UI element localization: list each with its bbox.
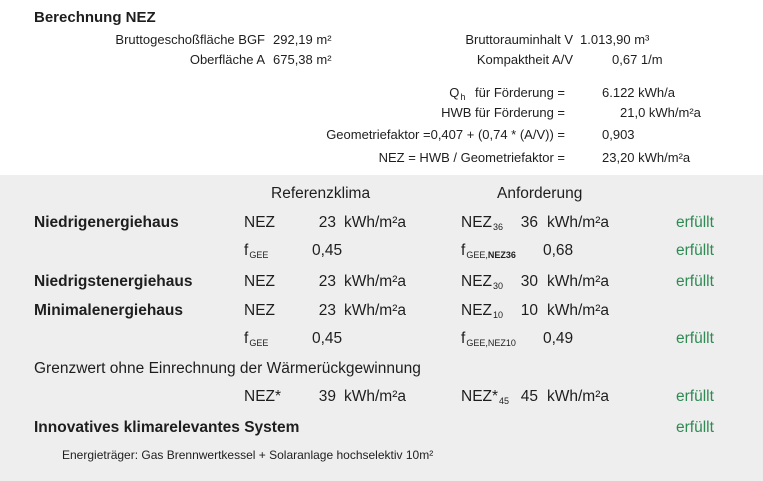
- status-erfuellt: erfüllt: [676, 242, 714, 259]
- header-anforderung: Anforderung: [497, 185, 583, 202]
- nez-star-ref-value: 39: [318, 388, 336, 405]
- volume-label: Bruttorauminhalt V: [465, 32, 573, 47]
- status-erfuellt: erfüllt: [676, 330, 714, 347]
- nez-star-req-label: NEZ*45: [461, 388, 510, 406]
- status-erfuellt: erfüllt: [676, 273, 714, 290]
- fgee-ref-label: fGEE: [244, 330, 269, 348]
- fgee-ref-value: 0,45: [312, 242, 343, 259]
- bgf-label: Bruttogeschoßfläche BGF: [115, 32, 265, 47]
- status-erfuellt: erfüllt: [676, 388, 714, 405]
- fgee-ref-label: fGEE: [244, 242, 269, 260]
- status-erfuellt: erfüllt: [676, 214, 714, 231]
- row-name-niedrigenergiehaus: Niedrigenergiehaus: [34, 214, 179, 231]
- unit-ref: kWh/m²a: [344, 388, 406, 405]
- surface-label: Oberfläche A: [189, 52, 265, 67]
- innovative-system-label: Innovatives klimarelevantes System: [34, 419, 300, 436]
- nez-req-value: 36: [520, 214, 538, 231]
- fgee-req-value: 0,49: [543, 330, 574, 347]
- header-referenzklima: Referenzklima: [271, 185, 371, 202]
- q-label-row: [449, 85, 565, 102]
- nez-ref-label: NEZ: [244, 214, 275, 231]
- hwb-label: HWB für Förderung =: [441, 105, 565, 120]
- unit-ref: kWh/m²a: [344, 273, 406, 290]
- nez-ref-value: 23: [318, 273, 336, 290]
- q-symbol: Q: [449, 85, 460, 100]
- nez-ref-value: 23: [318, 302, 336, 319]
- q-value: 6.122 kWh/a: [602, 85, 675, 100]
- nez-ref-label: NEZ: [244, 273, 275, 290]
- nez-ref-label: NEZ: [244, 302, 275, 319]
- nez-value: 23,20 kWh/m²a: [602, 150, 691, 165]
- section-title: Berechnung NEZ: [34, 9, 156, 26]
- nez-req-label: NEZ30: [461, 273, 504, 291]
- unit-req: kWh/m²a: [547, 388, 609, 405]
- nez-req-label: NEZ10: [461, 302, 504, 320]
- volume-value: 1.013,90 m³: [580, 32, 650, 47]
- compactness-value: 0,67 1/m: [612, 52, 663, 67]
- bgf-value: 292,19 m²: [273, 32, 332, 47]
- q-label: für Förderung =: [475, 85, 565, 100]
- nez-req-value: 30: [520, 273, 538, 290]
- nez-req-value: 10: [520, 302, 538, 319]
- unit-req: kWh/m²a: [547, 214, 609, 231]
- row-name-minimalenergiehaus: Minimalenergiehaus: [34, 302, 184, 319]
- geometry-value: 0,903: [602, 127, 635, 142]
- fgee-req-value: 0,68: [543, 242, 574, 259]
- unit-ref: kWh/m²a: [344, 302, 406, 319]
- nez-req-label: NEZ36: [461, 214, 504, 232]
- unit-req: kWh/m²a: [547, 302, 609, 319]
- energy-carrier-text: Energieträger: Gas Brennwertkessel + Solaranlage hochselektiv 10m²: [62, 448, 434, 462]
- fgee-req-label: fGEE,NEZ36: [461, 242, 516, 260]
- row-name-niedrigstenergiehaus: Niedrigstenergiehaus: [34, 273, 193, 290]
- fgee-req-label: fGEE,NEZ10: [461, 330, 516, 348]
- compactness-label: Kompaktheit A/V: [476, 52, 573, 67]
- nez-star-req-value: 45: [520, 388, 538, 405]
- unit-req: kWh/m²a: [547, 273, 609, 290]
- fgee-ref-value: 0,45: [312, 330, 343, 347]
- nez-ref-value: 23: [318, 214, 336, 231]
- unit-ref: kWh/m²a: [344, 214, 406, 231]
- surface-value: 675,38 m²: [273, 52, 332, 67]
- nez-star-ref-label: NEZ*: [244, 388, 282, 405]
- geometry-label: Geometriefaktor =0,407 + (0,74 * (A/V)) =: [326, 127, 565, 142]
- nez-label: NEZ = HWB / Geometriefaktor =: [378, 150, 565, 165]
- hwb-value: 21,0 kWh/m²a: [620, 105, 701, 120]
- status-erfuellt: erfüllt: [676, 419, 714, 436]
- grenzwert-caption: Grenzwert ohne Einrechnung der Wärmerückgewinnung: [34, 360, 421, 377]
- q-subscript: h: [460, 92, 466, 102]
